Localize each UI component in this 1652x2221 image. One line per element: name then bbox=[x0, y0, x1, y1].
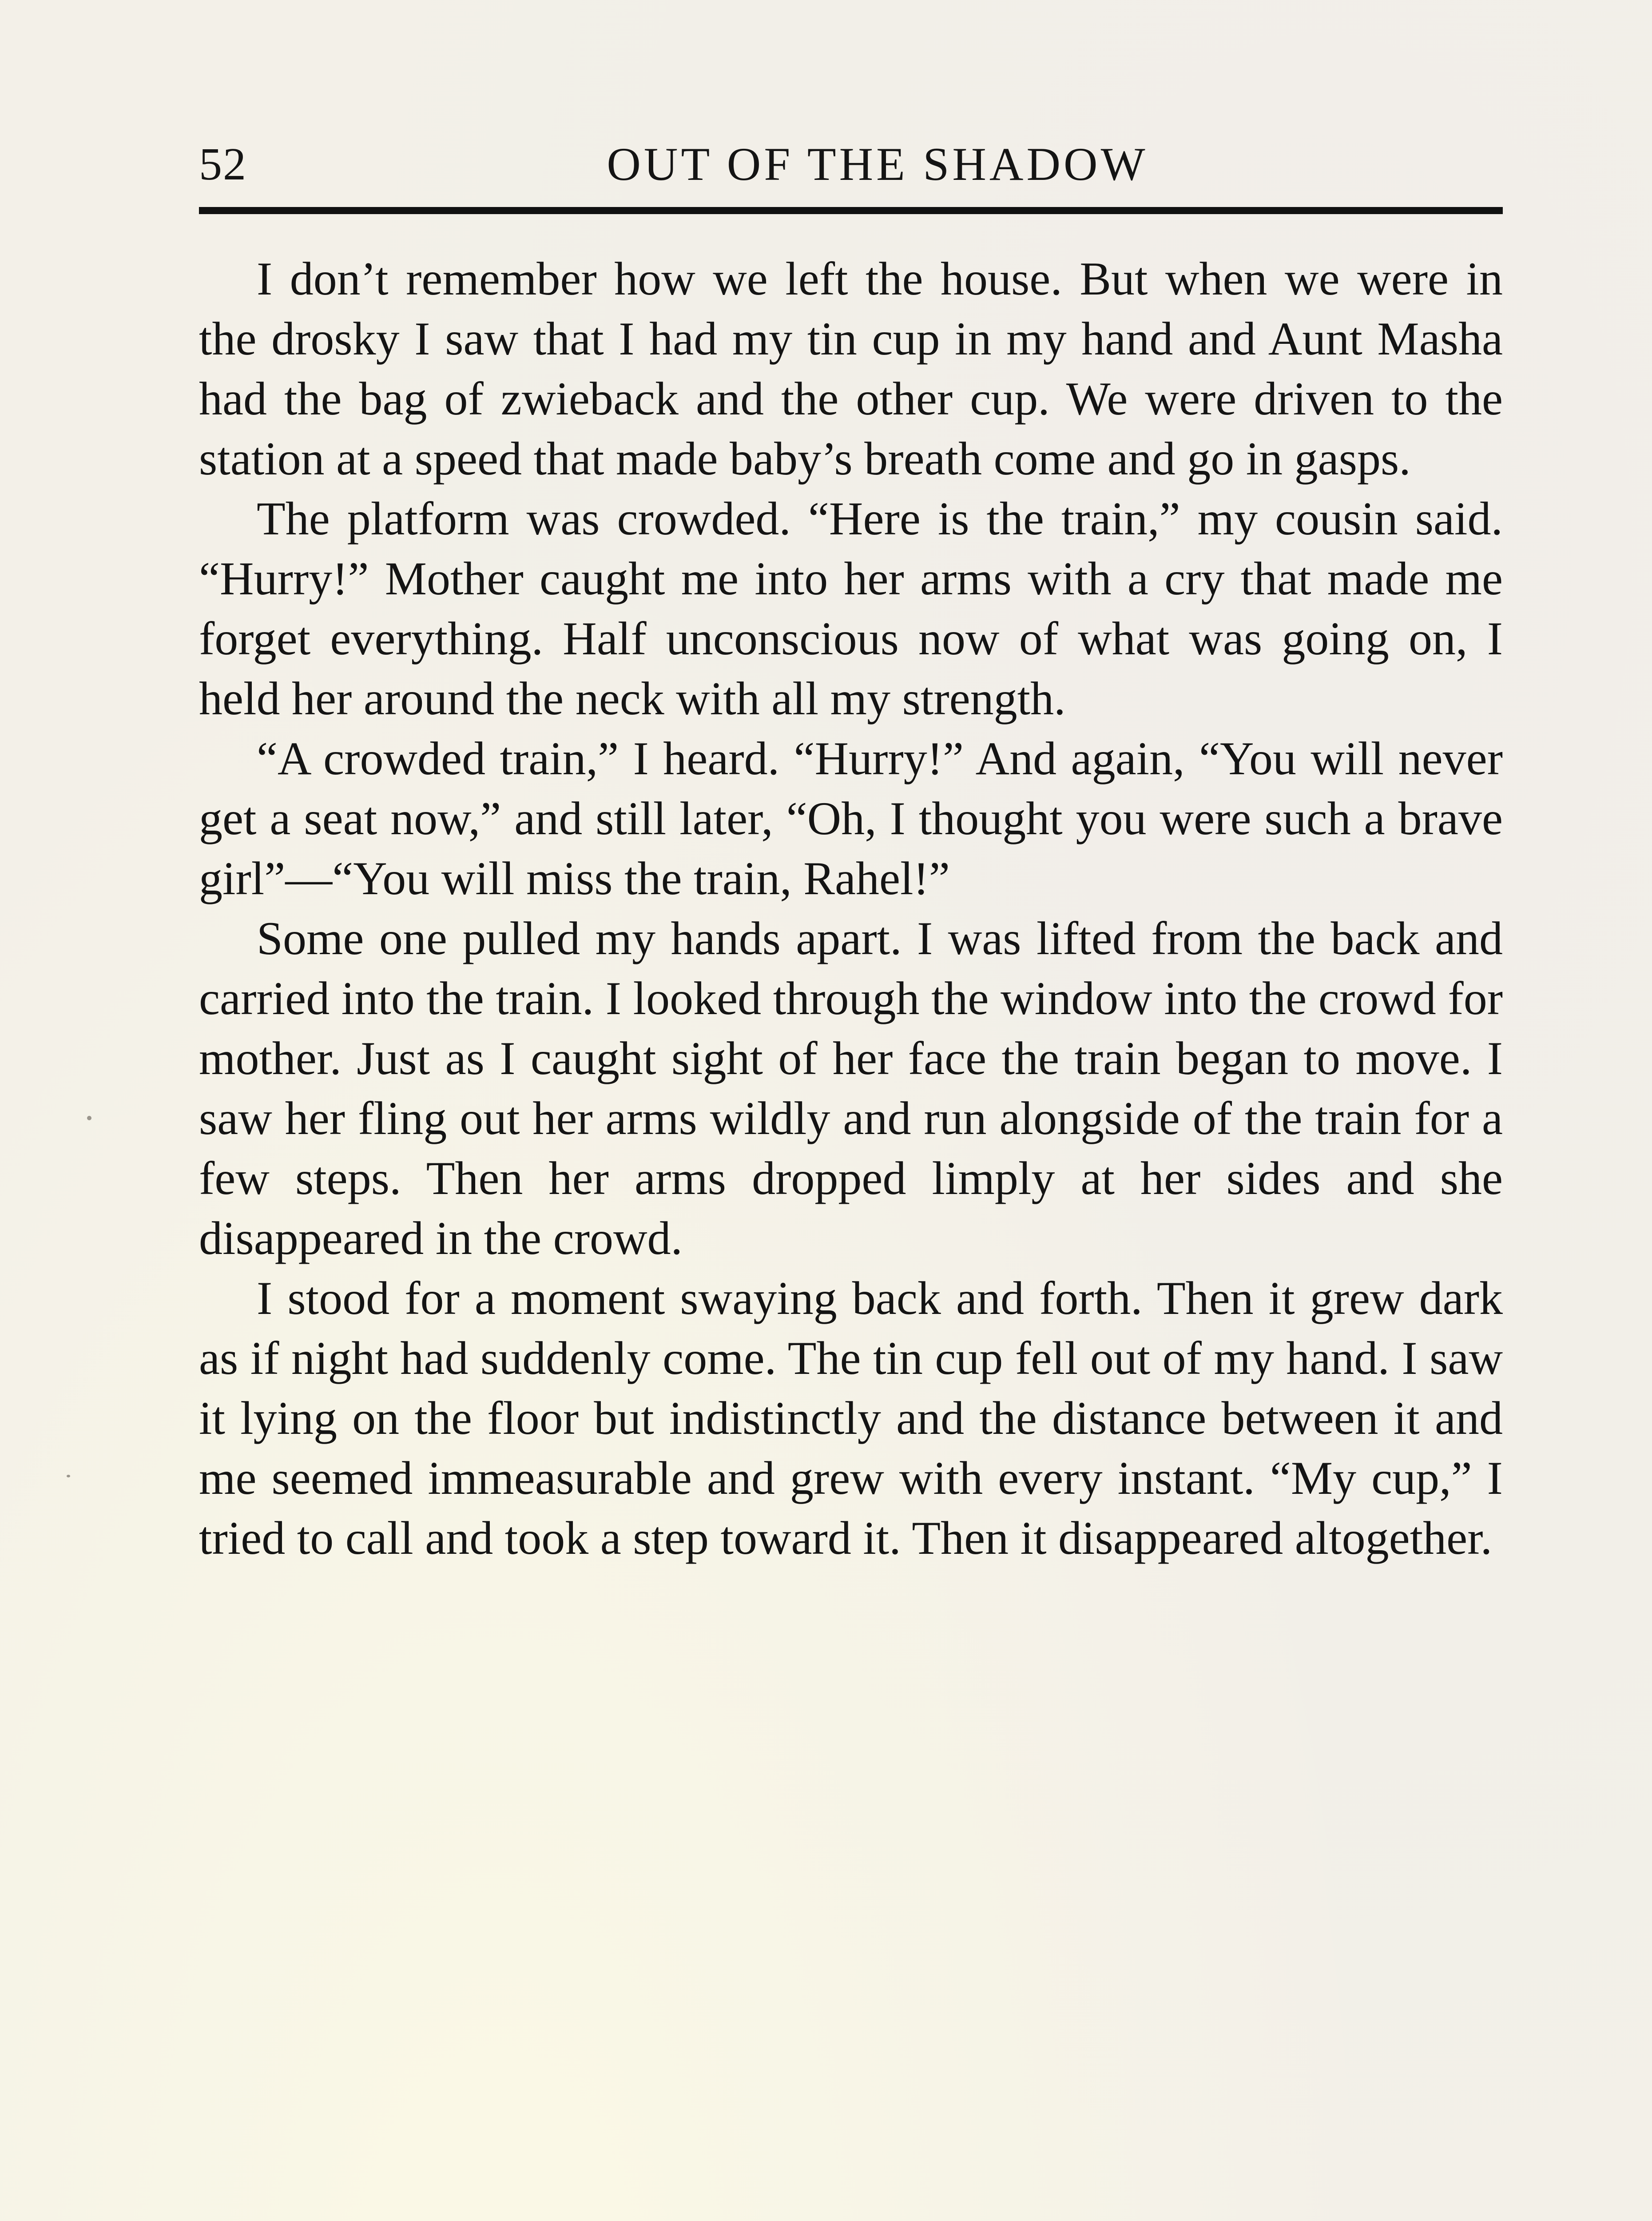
page-number: 52 bbox=[199, 139, 247, 190]
paper-speck bbox=[87, 1116, 91, 1120]
header-rule bbox=[199, 207, 1503, 214]
paper-speck bbox=[67, 1475, 70, 1477]
paragraph-5: I stood for a moment swaying back and forth. Then it grew dark as if night had suddenly come. The tin cup fell out of my hand. I saw it lying on the floor but indistinctly and the distance between it and me seemed immeasurable and grew with every instant. “My cup,” I tried to call and took a step toward it. Then it disappeared altogether. bbox=[199, 1272, 1503, 1564]
body-text bbox=[199, 249, 1503, 1568]
paragraph-4: Some one pulled my hands apart. I was lifted from the back and carried into the train. I looked through the window into the crowd for mother. Just as I caught sight of her face the train began to move. I saw her fling out her arms wildly and run alongside of the train for a few steps. Then her arms dropped limply at her sides and she disappeared in the crowd. bbox=[199, 912, 1503, 1264]
running-title: OUT OF THE SHADOW bbox=[607, 138, 1148, 190]
running-head bbox=[199, 133, 1503, 195]
paragraph-3: “A crowded train,” I heard. “Hurry!” And again, “You will never get a seat now,” and still later, “Oh, I thought you were such a brave girl”—“You will miss the train, Rahel!” bbox=[199, 732, 1503, 904]
paragraph-2: The platform was crowded. “Here is the train,” my cousin said. “Hurry!” Mother caught me into her arms with a cry that made me forget everything. Half unconscious now of what was going on, I held her around the neck with all my strength. bbox=[199, 493, 1503, 724]
paragraph-1: I don’t remember how we left the house. But when we were in the drosky I saw that I had my tin cup in my hand and Aunt Masha had the bag of zwieback and the other cup. We were driven to the station at a speed that made baby’s breath come and go in gasps. bbox=[199, 253, 1503, 485]
